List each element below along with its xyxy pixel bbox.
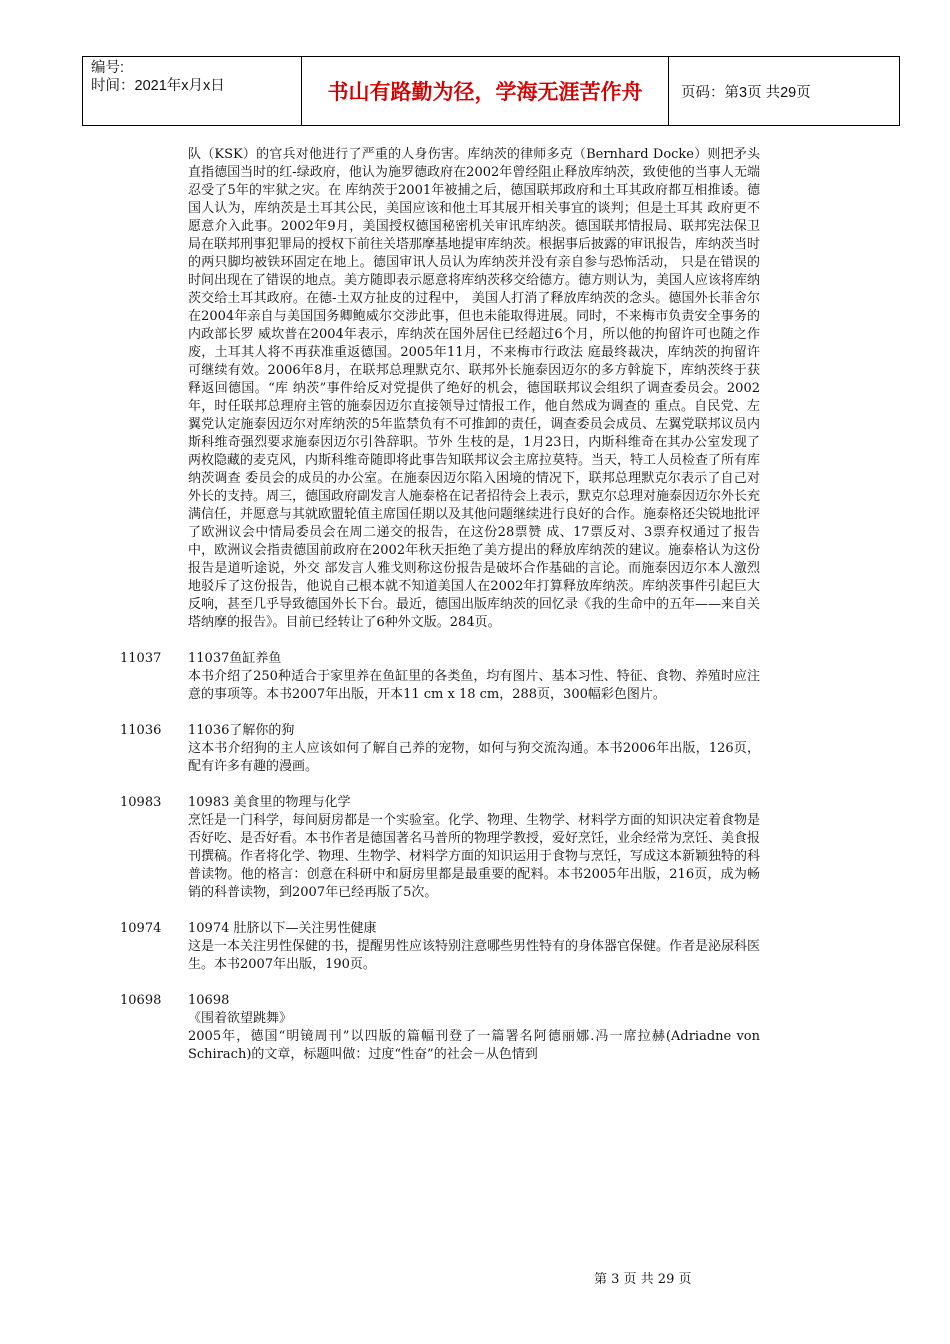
header-motto: 书山有路勤为径，学海无涯苦作舟 [302,57,669,126]
book-entry [120,920,760,974]
number-label: 编号: [91,60,125,76]
page-header [82,56,900,126]
document-body [120,146,760,1064]
entry-text: 这本书介绍狗的主人应该如何了解自己养的宠物，如何与狗交流沟通。本书2006年出版，126页，配有许多有趣的漫画。 [188,741,760,774]
entry-title: 10698 [188,993,230,1008]
entry-body [188,920,760,974]
book-entry [120,650,760,704]
entry-id: 10974 [120,921,162,936]
book-entry [120,992,760,1064]
header-meta [83,57,302,126]
entry-text: 这是一本关注男性保健的书，提醒男性应该特别注意哪些男性特有的身体器官保健。作者是泌尿科医生。本书2007年出版，190页。 [188,939,761,972]
intro-paragraph: 队（KSK）的官兵对他进行了严重的人身伤害。库纳茨的律师多克（Bernhard Docke）则把矛头直指德国当时的红-绿政府，他认为施罗德政府在2002年曾经阻止释放库纳茨，致使他的当事人无端忍受了5年的牢狱之灾。在 库纳茨于2001年被捕之后，德国联邦政府和土耳其政府都互相推诿。德国人认为，库纳茨是土耳其公民，美国应该和他土耳其展开相关事宜的谈判；但是土耳其 政府更不愿意介入此事。2002年9月，美国授权德国秘密机关审讯库纳茨。德国联邦情报局、联邦宪法保卫局在联邦刑事犯罪局的授权下前往关塔那摩基地提审库纳茨。根据事后披露的审讯报告，库纳茨当时的两只脚均被铁环固定在地上。德国审讯人员认为库纳茨并没有亲自参与恐怖活动， 只是在错误的时间出现在了错误的地点。美方随即表示愿意将库纳茨移交给德方。德方则认为，美国人应该将库纳茨交给土耳其政府。在德-土双方扯皮的过程中， 美国人打消了释放库纳茨的念头。德国外长菲舍尔在2004年亲自与美国国务卿鲍威尔交涉此事，但也未能取得进展。同时，不来梅市负责安全事务的内政部长罗 威坎普在2004年表示，库纳茨在国外居住已经超过6个月，所以他的拘留许可也随之作废，土耳其人将不再获准重返德国。2005年11月，不来梅市行政法 庭最终裁决，库纳茨的拘留许可继续有效。2006年8月，在联邦总理默克尔、联邦外长施泰因迈尔的多方斡旋下，库纳茨终于获释返回德国。“库 纳茨”事件给反对党提供了绝好的机会，德国联邦议会组织了调查委员会。2002年，时任联邦总理府主管的施泰因迈尔直接领导过情报工作，他自然成为调查的 重点。自民党、左翼党认定施泰因迈尔对库纳茨的5年监禁负有不可推卸的责任，调查委员会成员、左翼党联邦议员内斯科维奇强烈要求施泰因迈尔引咎辞职。节外 生枝的是，1月23日，内斯科维奇在其办公室发现了两枚隐藏的麦克风，内斯科维奇随即将此事告知联邦议会主席拉莫特。当天，特工人员检查了所有库纳茨调查 委员会的成员的办公室。在施泰因迈尔陷入困境的情况下，联邦总理默克尔表示了自己对外长的支持。周三，德国政府副发言人施泰格在记者招待会上表示，默克尔总理对施泰因迈尔外长充 满信任，并愿意与其就欧盟轮值主席国任期以及其他问题继续进行良好的合作。施泰格还尖锐地批评了欧洲议会中情局委员会在周二递交的报告，在这份28票赞 成、17票反对、3票弃权通过了报告中，欧洲议会指责德国前政府在2002年秋天拒绝了美方提出的释放库纳茨的建议。施泰格认为这份报告是道听途说，外交 部发言人雅戈则称这份报告是破坏合作基础的言论。而施泰因迈尔本人激烈地驳斥了这份报告，他说自己根本就不知道美国人在2002年打算释放库纳茨。库纳茨事件引起巨大反响，甚至几乎导致德国外长下台。最近，德国出版库纳茨的回忆录《我的生命中的五年——来自关塔纳摩的报告》。目前已经转让了6种外文版。284页。 [188,147,761,630]
entry-id: 10698 [120,993,162,1008]
entry-id: 11037 [120,651,162,666]
entry-title: 11036了解你的狗 [188,723,295,738]
entry-subtitle: 《围着欲望跳舞》 [188,1011,293,1026]
entry-id: 11036 [120,723,162,738]
page-footer: 第 3 页 共 29 页 [594,1272,692,1287]
entry-body [188,992,760,1064]
entry-title: 11037鱼缸养鱼 [188,651,282,666]
time-label: 时间：2021年x月x日 [91,78,225,94]
entry-text: 2005年，德国“明镜周刊”以四版的篇幅刊登了一篇署名阿德丽娜.冯一席拉赫(Adriadne von Schirach)的文章，标题叫做：过度“性奋”的社会－从色情到 [188,1029,760,1062]
entry-text: 烹饪是一门科学，每间厨房都是一个实验室。化学、物理、生物学、材料学方面的知识决定着食物是否好吃、是否好看。本书作者是德国著名马普所的物理学教授，爱好烹饪，业余经常为烹饪、美食报刊撰稿。作者将化学、物理、生物学、材料学方面的知识运用于食物与烹饪，写成这本新颖独特的科普读物。他的格言：创意在科研中和厨房里都是最重要的配料。本书2005年出版，216页，成为畅销的科普读物，到2007年已经再版了5次。 [188,813,761,900]
entry-title: 10974 肚脐以下—关注男性健康 [188,921,377,936]
book-entry [120,722,760,776]
entry-body [188,794,760,902]
entry-title: 10983 美食里的物理与化学 [188,795,351,810]
book-entry [120,794,760,902]
entry-text: 本书介绍了250种适合于家里养在鱼缸里的各类鱼，均有图片、基本习性、特征、食物、养殖时应注意的事项等。本书2007年出版，开本11 cm x 18 cm，288页，300幅彩色图片。 [188,669,760,702]
entry-body [188,722,760,776]
header-page-label: 页码：第3页 共29页 [669,57,900,126]
entry-body [188,650,760,704]
entry-id: 10983 [120,795,162,810]
